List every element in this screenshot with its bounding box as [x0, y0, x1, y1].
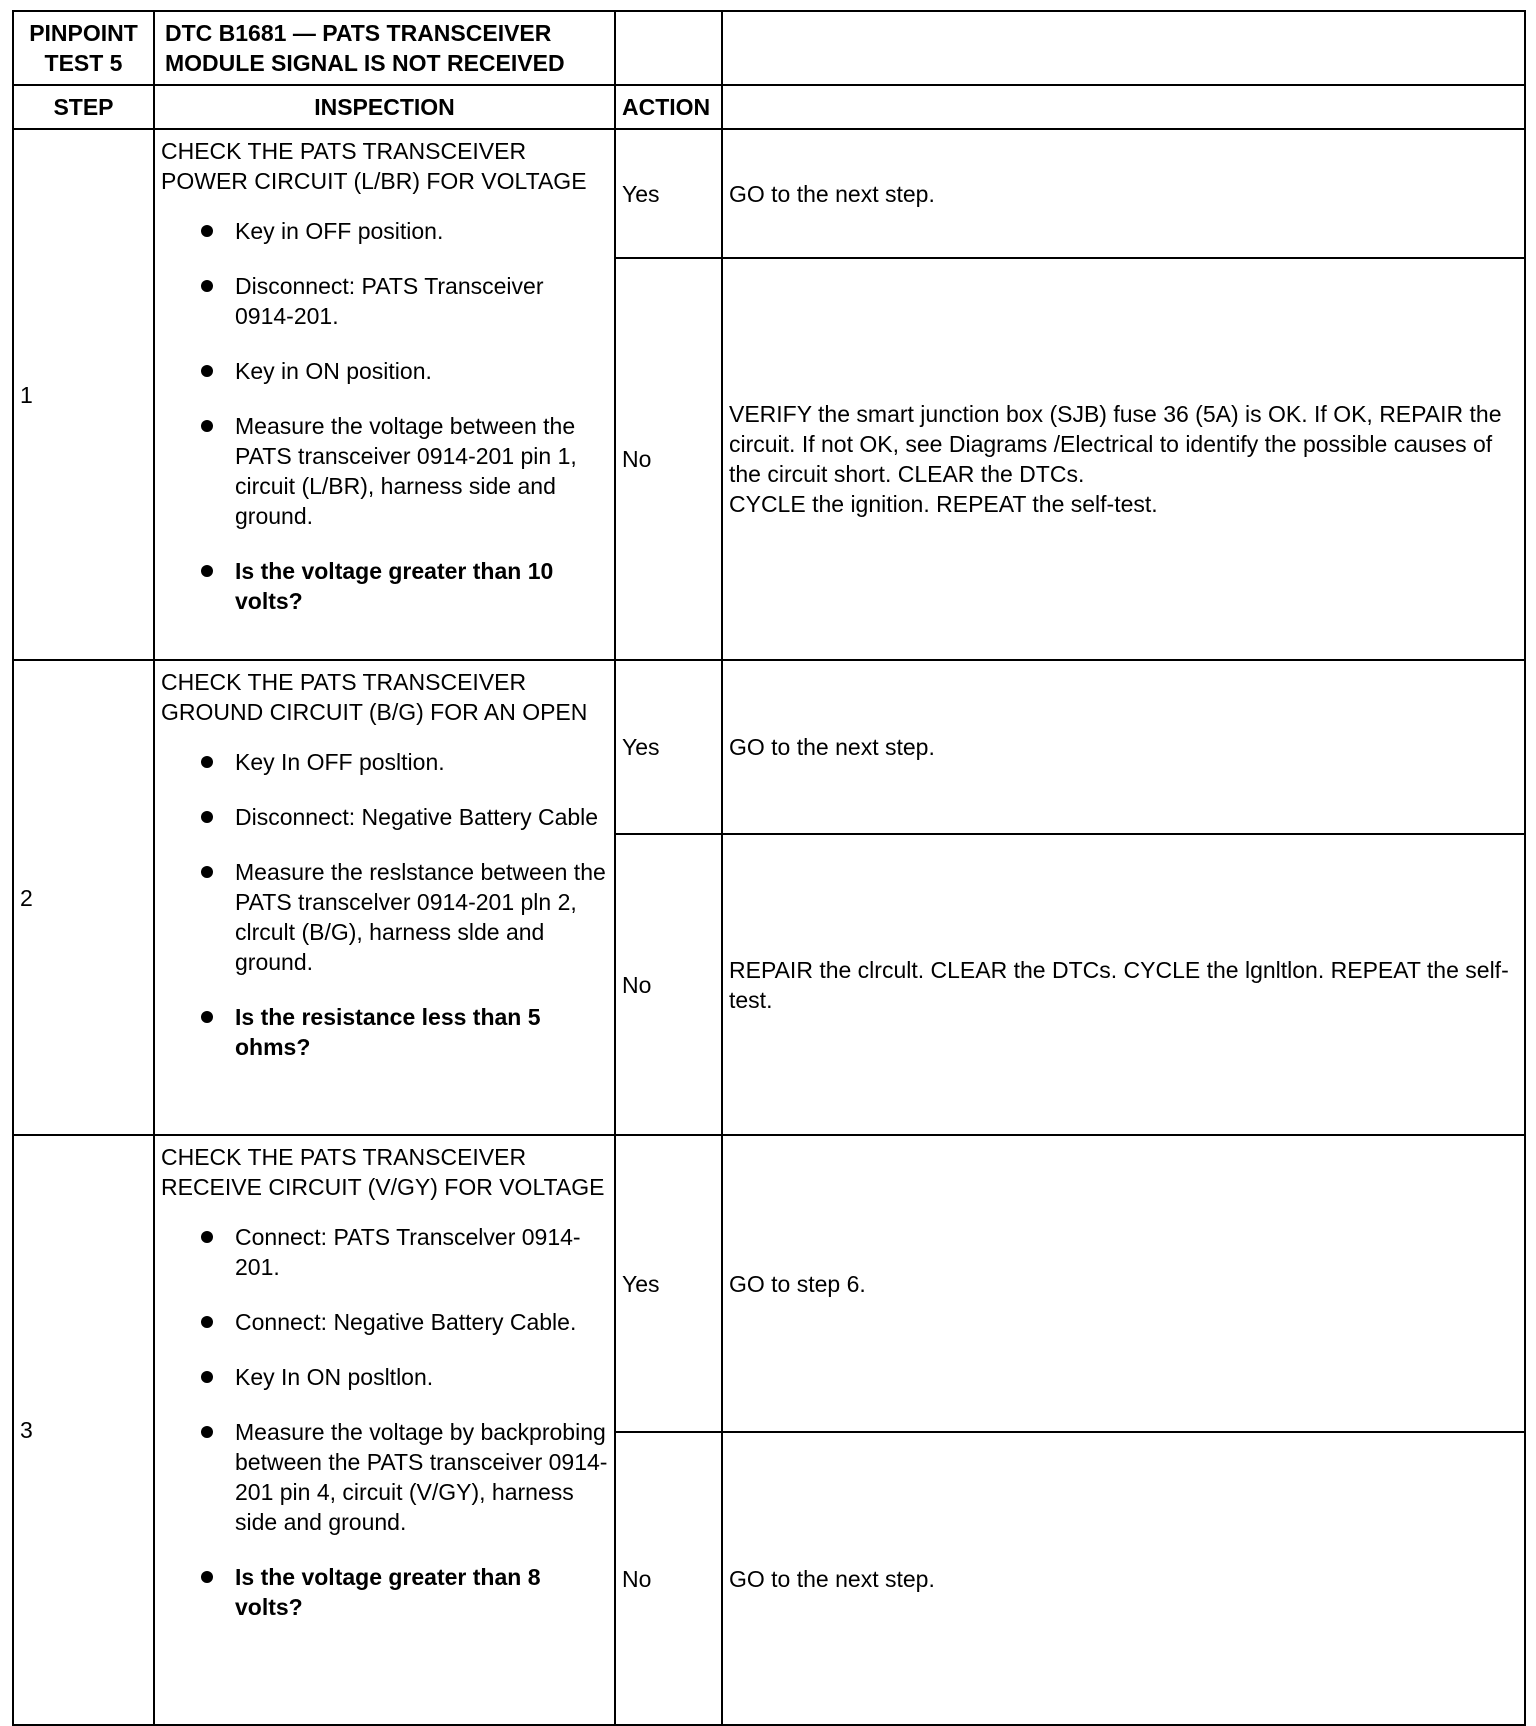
list-item: Key in OFF position. — [201, 216, 608, 246]
step-3-yes-row — [13, 1135, 1525, 1432]
yes-action: GO to the next step. — [722, 660, 1525, 834]
no-action: GO to the next step. — [722, 1432, 1525, 1725]
bullet-icon — [201, 1371, 213, 1383]
list-item: Connect: PATS Transcelver 0914-201. — [201, 1222, 608, 1282]
inspection-cell — [154, 660, 615, 1135]
yes-label: Yes — [615, 1135, 722, 1432]
bullet-icon — [201, 420, 213, 432]
bullet-icon — [201, 365, 213, 377]
no-label: No — [615, 834, 722, 1135]
title-empty-cell — [615, 11, 722, 85]
title-row — [13, 11, 1525, 85]
inspection-title: CHECK THE PATS TRANSCEIVER POWER CIRCUIT (L/BR) FOR VOLTAGE — [161, 138, 587, 194]
bullet-icon — [201, 1231, 213, 1243]
inspection-list — [161, 1222, 608, 1622]
inspection-question: Is the resistance less than 5 ohms? — [201, 1002, 608, 1062]
bullet-icon — [201, 756, 213, 768]
inspection-question: Is the voltage greater than 10 volts? — [201, 556, 608, 616]
inspection-list — [161, 747, 608, 1062]
step-1-yes-row — [13, 129, 1525, 258]
step-2-yes-row — [13, 660, 1525, 834]
list-item: Measure the voltage by backprobing between the PATS transceiver 0914-201 pin 4, circuit (V/GY), harness side and ground. — [201, 1417, 608, 1537]
header-empty-cell — [722, 85, 1525, 129]
yes-action: GO to the next step. — [722, 129, 1525, 258]
bullet-icon — [201, 1426, 213, 1438]
dtc-title: DTC B1681 — PATS TRANSCEIVER MODULE SIGNAL IS NOT RECEIVED — [154, 11, 615, 85]
col-action-header: ACTION — [615, 85, 722, 129]
title-empty-cell — [722, 11, 1525, 85]
bullet-icon — [201, 1316, 213, 1328]
no-action: REPAIR the clrcult. CLEAR the DTCs. CYCLE the lgnltlon. REPEAT the self-test. — [722, 834, 1525, 1135]
bullet-icon — [201, 225, 213, 237]
list-item: Measure the voltage between the PATS transceiver 0914-201 pin 1, circuit (L/BR), harness side and ground. — [201, 411, 608, 531]
bullet-icon — [201, 565, 213, 577]
no-action — [722, 258, 1525, 660]
bullet-icon — [201, 1011, 213, 1023]
no-label: No — [615, 1432, 722, 1725]
step-number: 3 — [13, 1135, 154, 1725]
bullet-icon — [201, 811, 213, 823]
inspection-title: CHECK THE PATS TRANSCEIVER GROUND CIRCUIT (B/G) FOR AN OPEN — [161, 669, 588, 725]
yes-action: GO to step 6. — [722, 1135, 1525, 1432]
column-header-row — [13, 85, 1525, 129]
yes-label: Yes — [615, 129, 722, 258]
inspection-question: Is the voltage greater than 8 volts? — [201, 1562, 608, 1622]
list-item: Key In OFF posltion. — [201, 747, 608, 777]
inspection-cell — [154, 1135, 615, 1725]
list-item: Disconnect: Negative Battery Cable — [201, 802, 608, 832]
step-number: 1 — [13, 129, 154, 660]
step-number: 2 — [13, 660, 154, 1135]
no-action-text-2: CYCLE the ignition. REPEAT the self-test. — [729, 491, 1158, 517]
pinpoint-label: PINPOINT TEST 5 — [13, 11, 154, 85]
list-item: Connect: Negative Battery Cable. — [201, 1307, 608, 1337]
list-item: Key In ON posltlon. — [201, 1362, 608, 1392]
inspection-title: CHECK THE PATS TRANSCEIVER RECEIVE CIRCUIT (V/GY) FOR VOLTAGE — [161, 1144, 605, 1200]
col-inspection-header: INSPECTION — [154, 85, 615, 129]
yes-label: Yes — [615, 660, 722, 834]
pinpoint-test-table — [12, 10, 1526, 1726]
list-item: Measure the reslstance between the PATS transcelver 0914-201 pln 2, clrcult (B/G), harness slde and ground. — [201, 857, 608, 977]
list-item: Key in ON position. — [201, 356, 608, 386]
bullet-icon — [201, 866, 213, 878]
list-item: Disconnect: PATS Transceiver 0914-201. — [201, 271, 608, 331]
col-step-header: STEP — [13, 85, 154, 129]
bullet-icon — [201, 1571, 213, 1583]
no-action-text: VERIFY the smart junction box (SJB) fuse 36 (5A) is OK. If OK, REPAIR the circuit. If not OK, see Diagrams /Electrical to identify the possible causes of the circuit short. CLEAR the DTCs. — [729, 401, 1502, 487]
bullet-icon — [201, 280, 213, 292]
inspection-cell — [154, 129, 615, 660]
inspection-list — [161, 216, 608, 616]
no-label: No — [615, 258, 722, 660]
